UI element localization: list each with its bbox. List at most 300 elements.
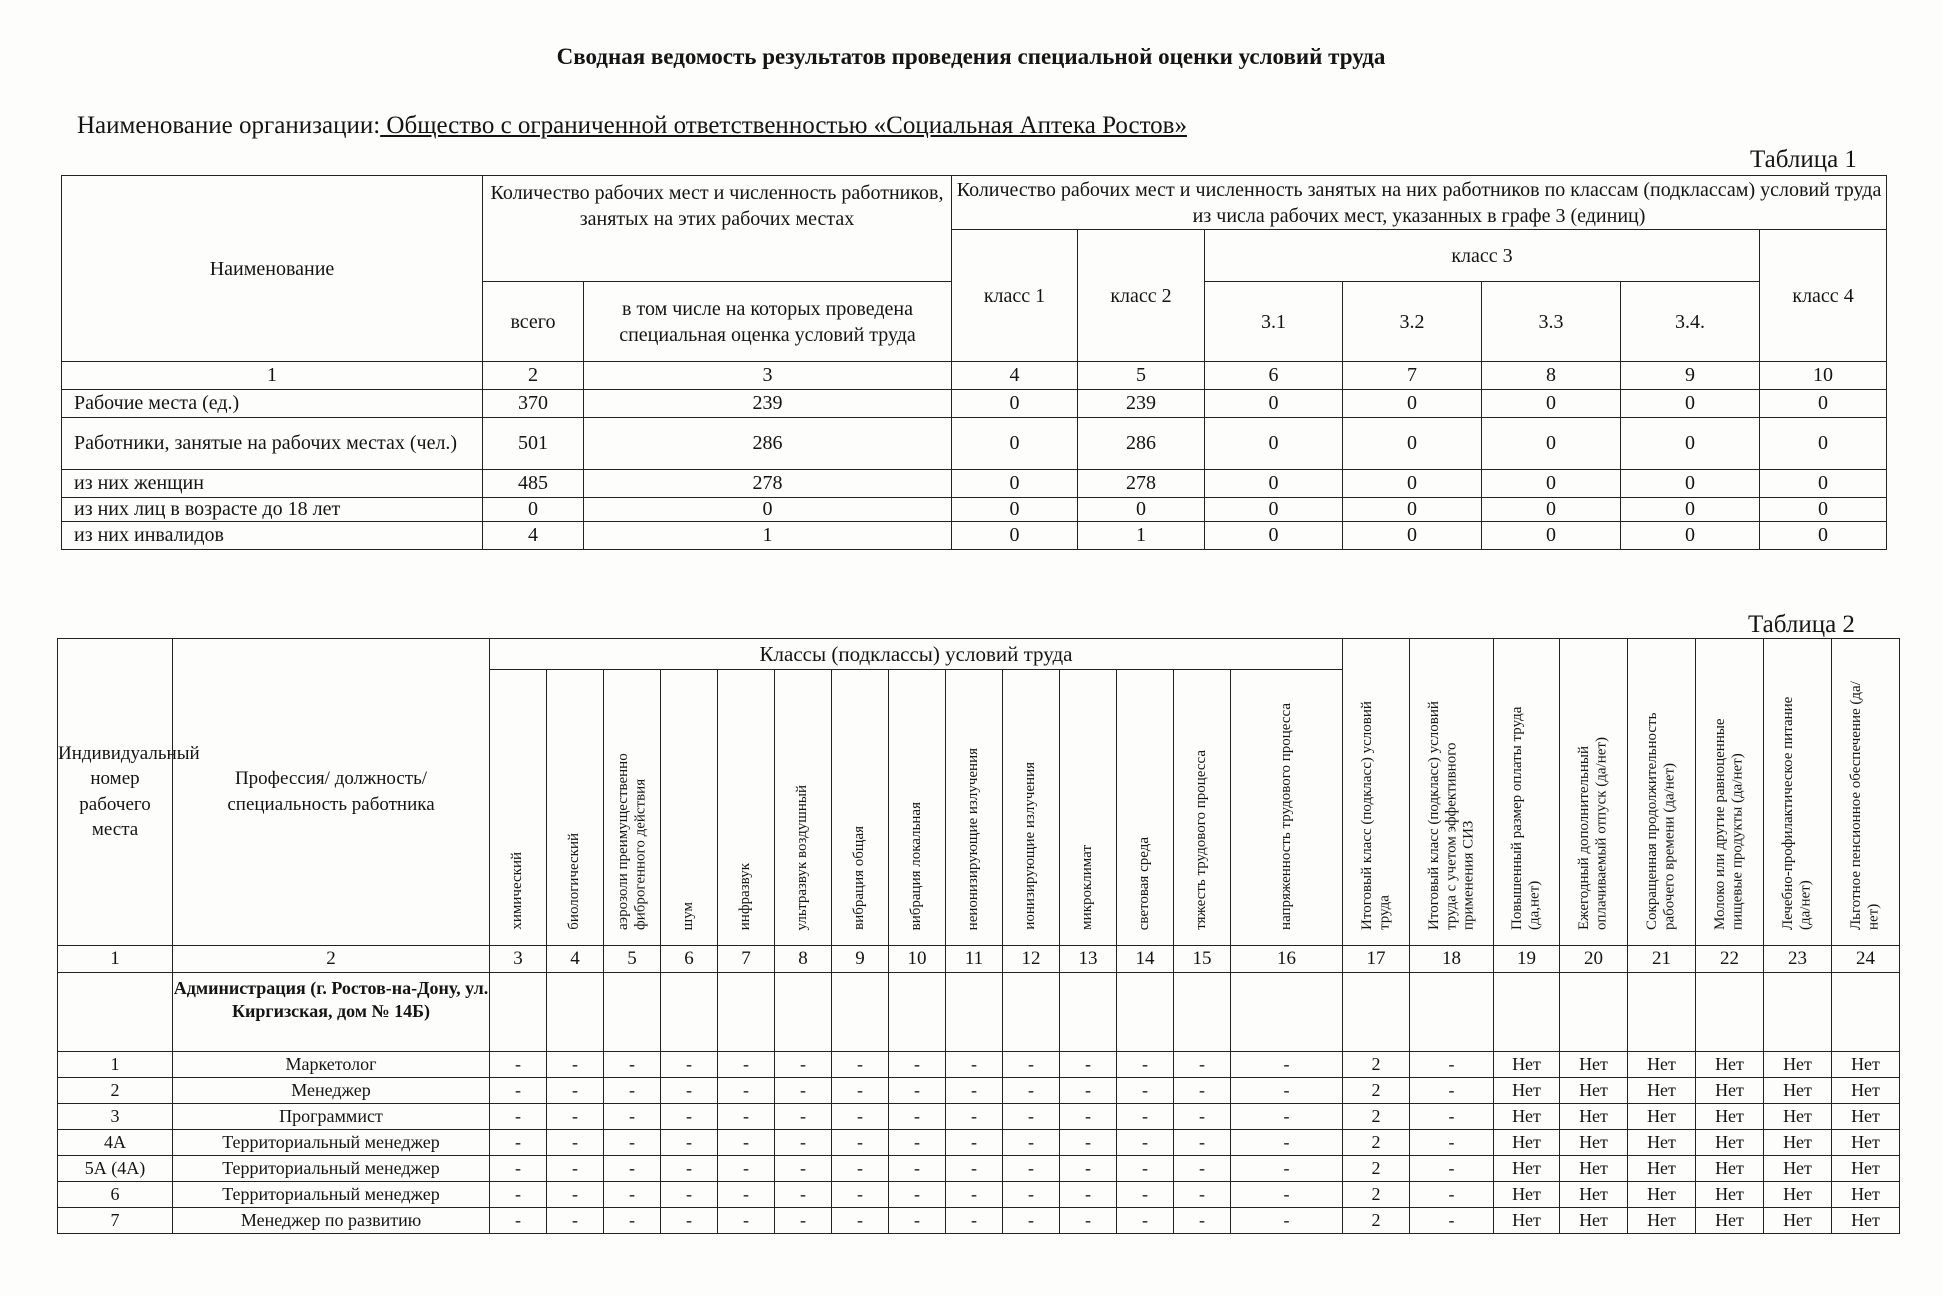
extra-cell: Нет — [1696, 1103, 1764, 1129]
extra-cell: Нет — [1494, 1181, 1560, 1207]
factor-class-cell: - — [946, 1207, 1003, 1233]
header-factor-text: тяжесть трудового процесса — [1193, 750, 1210, 930]
table1-cell: 0 — [1482, 522, 1621, 550]
final-class-siz-cell: - — [1410, 1051, 1494, 1077]
extra-cell: Нет — [1832, 1129, 1900, 1155]
factor-class-cell: - — [1231, 1207, 1343, 1233]
table2-row — [58, 1207, 1900, 1233]
table1-cell: 0 — [1205, 498, 1343, 522]
table1-cell: 0 — [1760, 498, 1887, 522]
factor-class-cell: - — [547, 1051, 604, 1077]
factor-class-cell: - — [490, 1103, 547, 1129]
workplace-id: 4А — [58, 1129, 173, 1155]
table1-cell: 0 — [952, 418, 1078, 470]
document-title: Сводная ведомость результатов проведения специальной оценки условий труда — [556, 44, 1386, 69]
header-class4: класс 4 — [1760, 230, 1887, 362]
table1-cell: 0 — [952, 390, 1078, 418]
factor-class-cell: - — [946, 1155, 1003, 1181]
table1-cell: 0 — [1760, 390, 1887, 418]
col-number: 13 — [1060, 945, 1117, 972]
table1-cell: 0 — [1343, 498, 1482, 522]
col-number: 11 — [946, 945, 1003, 972]
factor-class-cell: - — [832, 1103, 889, 1129]
factor-class-cell: - — [604, 1051, 661, 1077]
table1-column-numbers — [62, 362, 1887, 390]
workplace-id: 1 — [58, 1051, 173, 1077]
profession: Программист — [173, 1103, 490, 1129]
factor-class-cell: - — [1060, 1181, 1117, 1207]
header-factor — [718, 670, 775, 946]
header-factor-text: ультразвук воздушный — [794, 784, 811, 930]
header-extra-text: Льготное пенсионное обеспечение (да/нет) — [1848, 681, 1882, 930]
header-factor-text: световая среда — [1136, 836, 1153, 930]
factor-class-cell: - — [1231, 1051, 1343, 1077]
col-number: 21 — [1628, 945, 1696, 972]
col-number: 12 — [1003, 945, 1060, 972]
final-class-cell: 2 — [1343, 1181, 1410, 1207]
header-class2: класс 2 — [1078, 230, 1205, 362]
factor-class-cell: - — [1060, 1077, 1117, 1103]
row-name: из них инвалидов — [62, 522, 483, 550]
factor-class-cell: - — [661, 1129, 718, 1155]
col-number: 19 — [1494, 945, 1560, 972]
extra-cell: Нет — [1764, 1181, 1832, 1207]
workplace-id: 7 — [58, 1207, 173, 1233]
factor-class-cell: - — [1060, 1051, 1117, 1077]
profession: Маркетолог — [173, 1051, 490, 1077]
table2-row — [58, 1181, 1900, 1207]
factor-class-cell: - — [547, 1103, 604, 1129]
header-factor — [1174, 670, 1231, 946]
extra-cell: Нет — [1628, 1207, 1696, 1233]
factor-class-cell: - — [604, 1207, 661, 1233]
factor-class-cell: - — [661, 1051, 718, 1077]
header-3-4: 3.4. — [1621, 282, 1760, 362]
factor-class-cell: - — [775, 1129, 832, 1155]
header-factor — [547, 670, 604, 946]
extra-cell: Нет — [1764, 1051, 1832, 1077]
empty-cell — [832, 972, 889, 1051]
factor-class-cell: - — [1003, 1077, 1060, 1103]
table1-cell: 0 — [1205, 390, 1343, 418]
col-number: 3 — [490, 945, 547, 972]
factor-class-cell: - — [1174, 1103, 1231, 1129]
col-number: 2 — [483, 362, 584, 390]
extra-cell: Нет — [1628, 1103, 1696, 1129]
header-extra — [1628, 639, 1696, 946]
extra-cell: Нет — [1764, 1207, 1832, 1233]
extra-cell: Нет — [1832, 1103, 1900, 1129]
department-row — [58, 972, 1900, 1051]
table1-cell: 0 — [952, 498, 1078, 522]
col-number: 4 — [547, 945, 604, 972]
col-number: 9 — [832, 945, 889, 972]
factor-class-cell: - — [1117, 1077, 1174, 1103]
factor-class-cell: - — [1003, 1155, 1060, 1181]
header-factor-text: аэрозоли преимущественно фиброгенного действия — [614, 753, 648, 930]
factor-class-cell: - — [490, 1077, 547, 1103]
factor-class-cell: - — [490, 1155, 547, 1181]
empty-cell — [1060, 972, 1117, 1051]
extra-cell: Нет — [1560, 1181, 1628, 1207]
extra-cell: Нет — [1560, 1077, 1628, 1103]
header-extra-text: Повышенный размер оплаты труда (да,нет) — [1509, 706, 1543, 930]
col-number: 1 — [62, 362, 483, 390]
table1-cell: 0 — [1343, 390, 1482, 418]
final-class-siz-cell: - — [1410, 1103, 1494, 1129]
factor-class-cell: - — [661, 1207, 718, 1233]
table1-cell: 485 — [483, 470, 584, 498]
empty-cell — [1628, 972, 1696, 1051]
header-factor — [775, 670, 832, 946]
table2-row — [58, 1077, 1900, 1103]
factor-class-cell: - — [775, 1181, 832, 1207]
extra-cell: Нет — [1628, 1181, 1696, 1207]
table1-cell: 286 — [584, 418, 952, 470]
header-factor — [1060, 670, 1117, 946]
extra-cell: Нет — [1494, 1051, 1560, 1077]
col-number: 10 — [889, 945, 946, 972]
header-factor-text: ионизирующие излучения — [1022, 762, 1039, 930]
table1-cell: 0 — [1482, 390, 1621, 418]
empty-cell — [1117, 972, 1174, 1051]
empty-cell — [1174, 972, 1231, 1051]
table2-column-numbers — [58, 945, 1900, 972]
final-class-cell: 2 — [1343, 1077, 1410, 1103]
table1-cell: 0 — [584, 498, 952, 522]
factor-class-cell: - — [889, 1103, 946, 1129]
header-factor-text: биологический — [566, 833, 583, 930]
factor-class-cell: - — [718, 1077, 775, 1103]
header-extra-text: Молоко или другие равноценные пищевые продукты (да/нет) — [1712, 718, 1746, 930]
factor-class-cell: - — [604, 1155, 661, 1181]
final-class-siz-cell: - — [1410, 1155, 1494, 1181]
header-factor — [1003, 670, 1060, 946]
table1-cell: 0 — [483, 498, 584, 522]
organization-value: Общество с ограниченной ответственностью «Социальная Аптека Ростов» — [380, 112, 1187, 139]
table1-cell: 0 — [1205, 418, 1343, 470]
factor-class-cell: - — [1003, 1129, 1060, 1155]
factor-class-cell: - — [604, 1103, 661, 1129]
extra-cell: Нет — [1628, 1129, 1696, 1155]
factor-class-cell: - — [1003, 1051, 1060, 1077]
header-final-class-siz-text: Итоговый класс (подкласс) условий труда с учетом эффективного применения СИЗ — [1425, 701, 1477, 930]
profession: Менеджер по развитию — [173, 1207, 490, 1233]
table1-cell: 0 — [1621, 418, 1760, 470]
factor-class-cell: - — [490, 1181, 547, 1207]
factor-class-cell: - — [718, 1155, 775, 1181]
header-classes-group: Количество рабочих мест и численность занятых на них работников по классам (подклассам) условий труда из числа рабочих мест, указанных в графе 3 (единиц) — [952, 176, 1887, 230]
row-name: Рабочие места (ед.) — [62, 390, 483, 418]
department-name: Администрация (г. Ростов-на-Дону, ул. Киргизская, дом № 14Б) — [173, 972, 490, 1051]
final-class-cell: 2 — [1343, 1103, 1410, 1129]
extra-cell: Нет — [1832, 1181, 1900, 1207]
col-number: 7 — [1343, 362, 1482, 390]
extra-cell: Нет — [1560, 1051, 1628, 1077]
table1-cell: 0 — [1760, 470, 1887, 498]
factor-class-cell: - — [1174, 1207, 1231, 1233]
extra-cell: Нет — [1494, 1103, 1560, 1129]
factor-class-cell: - — [946, 1129, 1003, 1155]
table1-cell: 0 — [1343, 418, 1482, 470]
header-final-class-siz — [1410, 639, 1494, 946]
header-profession: Профессия/ должность/ специальность работника — [173, 639, 490, 946]
col-number: 1 — [58, 945, 173, 972]
empty-cell — [1410, 972, 1494, 1051]
table1-cell: 1 — [1078, 522, 1205, 550]
factor-class-cell: - — [889, 1077, 946, 1103]
table1-cell: 0 — [1760, 418, 1887, 470]
table1 — [61, 175, 1887, 550]
header-factor-text: химический — [509, 852, 526, 930]
final-class-cell: 2 — [1343, 1129, 1410, 1155]
table1-cell: 278 — [584, 470, 952, 498]
extra-cell: Нет — [1696, 1077, 1764, 1103]
header-factor — [832, 670, 889, 946]
factor-class-cell: - — [1231, 1129, 1343, 1155]
factor-class-cell: - — [946, 1051, 1003, 1077]
empty-cell — [1003, 972, 1060, 1051]
workplace-id: 2 — [58, 1077, 173, 1103]
extra-cell: Нет — [1560, 1129, 1628, 1155]
col-number: 8 — [775, 945, 832, 972]
factor-class-cell: - — [1174, 1129, 1231, 1155]
table1-cell: 0 — [1621, 522, 1760, 550]
col-number: 10 — [1760, 362, 1887, 390]
factor-class-cell: - — [661, 1181, 718, 1207]
header-factor-text: вибрация общая — [851, 826, 868, 930]
table1-cell: 0 — [952, 522, 1078, 550]
header-extra-text: Сокращенная продолжительность рабочего времени (да/нет) — [1644, 712, 1678, 930]
extra-cell: Нет — [1494, 1207, 1560, 1233]
empty-cell — [1231, 972, 1343, 1051]
workplace-id: 3 — [58, 1103, 173, 1129]
factor-class-cell: - — [832, 1207, 889, 1233]
table1-cell: 0 — [1621, 498, 1760, 522]
factor-class-cell: - — [1117, 1051, 1174, 1077]
col-number: 9 — [1621, 362, 1760, 390]
factor-class-cell: - — [889, 1051, 946, 1077]
header-3-3: 3.3 — [1482, 282, 1621, 362]
factor-class-cell: - — [1117, 1155, 1174, 1181]
final-class-cell: 2 — [1343, 1207, 1410, 1233]
table1-row — [62, 390, 1887, 418]
table1-cell: 0 — [1205, 470, 1343, 498]
header-extra — [1764, 639, 1832, 946]
final-class-siz-cell: - — [1410, 1129, 1494, 1155]
factor-class-cell: - — [661, 1155, 718, 1181]
extra-cell: Нет — [1764, 1103, 1832, 1129]
empty-cell — [946, 972, 1003, 1051]
table1-cell: 0 — [1621, 390, 1760, 418]
factor-class-cell: - — [1231, 1103, 1343, 1129]
factor-class-cell: - — [1117, 1181, 1174, 1207]
header-assessed: в том числе на которых проведена специальная оценка условий труда — [584, 282, 952, 362]
col-number: 6 — [661, 945, 718, 972]
factor-class-cell: - — [775, 1155, 832, 1181]
final-class-cell: 2 — [1343, 1051, 1410, 1077]
extra-cell: Нет — [1696, 1129, 1764, 1155]
row-name: Работники, занятые на рабочих местах (чел.) — [62, 418, 483, 470]
factor-class-cell: - — [718, 1103, 775, 1129]
table2-row — [58, 1103, 1900, 1129]
table2-row — [58, 1129, 1900, 1155]
extra-cell: Нет — [1764, 1155, 1832, 1181]
extra-cell: Нет — [1628, 1051, 1696, 1077]
header-factor — [1117, 670, 1174, 946]
extra-cell: Нет — [1628, 1155, 1696, 1181]
empty-cell — [604, 972, 661, 1051]
empty-cell — [1764, 972, 1832, 1051]
col-number: 18 — [1410, 945, 1494, 972]
header-factor-text: шум — [680, 901, 697, 930]
factor-class-cell: - — [1060, 1207, 1117, 1233]
table1-row — [62, 418, 1887, 470]
empty-cell — [1343, 972, 1410, 1051]
empty-cell — [1494, 972, 1560, 1051]
col-number: 24 — [1832, 945, 1900, 972]
col-number: 16 — [1231, 945, 1343, 972]
header-classes-group: Классы (подклассы) условий труда — [490, 639, 1343, 670]
factor-class-cell: - — [1060, 1129, 1117, 1155]
factor-class-cell: - — [832, 1181, 889, 1207]
header-class3: класс 3 — [1205, 230, 1760, 282]
extra-cell: Нет — [1764, 1077, 1832, 1103]
header-3-2: 3.2 — [1343, 282, 1482, 362]
table1-row — [62, 522, 1887, 550]
final-class-siz-cell: - — [1410, 1207, 1494, 1233]
table2-row — [58, 1155, 1900, 1181]
factor-class-cell: - — [889, 1181, 946, 1207]
factor-class-cell: - — [547, 1129, 604, 1155]
factor-class-cell: - — [1174, 1051, 1231, 1077]
final-class-siz-cell: - — [1410, 1077, 1494, 1103]
header-total: всего — [483, 282, 584, 362]
header-factor — [1231, 670, 1343, 946]
factor-class-cell: - — [718, 1051, 775, 1077]
factor-class-cell: - — [490, 1207, 547, 1233]
table2-label: Таблица 2 — [1748, 611, 1855, 638]
table1-cell: 0 — [1343, 470, 1482, 498]
factor-class-cell: - — [946, 1103, 1003, 1129]
header-factor — [490, 670, 547, 946]
header-factor-text: инфразвук — [737, 862, 754, 930]
factor-class-cell: - — [490, 1051, 547, 1077]
col-number: 2 — [173, 945, 490, 972]
col-number: 4 — [952, 362, 1078, 390]
col-number: 20 — [1560, 945, 1628, 972]
header-name: Наименование — [62, 176, 483, 362]
table1-cell: 0 — [952, 470, 1078, 498]
header-class1: класс 1 — [952, 230, 1078, 362]
empty-cell — [718, 972, 775, 1051]
table1-cell: 4 — [483, 522, 584, 550]
col-number: 15 — [1174, 945, 1231, 972]
col-number: 7 — [718, 945, 775, 972]
extra-cell: Нет — [1494, 1129, 1560, 1155]
factor-class-cell: - — [1231, 1181, 1343, 1207]
table1-cell: 0 — [1482, 498, 1621, 522]
col-number: 22 — [1696, 945, 1764, 972]
extra-cell: Нет — [1832, 1155, 1900, 1181]
profession: Территориальный менеджер — [173, 1181, 490, 1207]
empty-cell — [490, 972, 547, 1051]
header-factor — [661, 670, 718, 946]
table1-label: Таблица 1 — [1750, 146, 1857, 173]
extra-cell: Нет — [1560, 1103, 1628, 1129]
factor-class-cell: - — [1174, 1077, 1231, 1103]
extra-cell: Нет — [1560, 1155, 1628, 1181]
final-class-siz-cell: - — [1410, 1181, 1494, 1207]
extra-cell: Нет — [1494, 1077, 1560, 1103]
empty-cell — [775, 972, 832, 1051]
col-number: 3 — [584, 362, 952, 390]
header-factor-text: микроклимат — [1079, 845, 1096, 930]
extra-cell: Нет — [1696, 1155, 1764, 1181]
table2-row — [58, 1051, 1900, 1077]
extra-cell: Нет — [1832, 1207, 1900, 1233]
factor-class-cell: - — [832, 1077, 889, 1103]
factor-class-cell: - — [889, 1155, 946, 1181]
header-3-1: 3.1 — [1205, 282, 1343, 362]
factor-class-cell: - — [661, 1103, 718, 1129]
profession: Менеджер — [173, 1077, 490, 1103]
table1-cell: 0 — [1482, 470, 1621, 498]
empty-cell — [1560, 972, 1628, 1051]
table1-cell: 370 — [483, 390, 584, 418]
factor-class-cell: - — [1003, 1103, 1060, 1129]
factor-class-cell: - — [547, 1207, 604, 1233]
col-number: 5 — [1078, 362, 1205, 390]
header-workplaces-group: Количество рабочих мест и численность работников, занятых на этих рабочих местах — [483, 176, 952, 282]
factor-class-cell: - — [661, 1077, 718, 1103]
header-factor-text: напряженность трудового процесса — [1277, 703, 1294, 930]
header-extra — [1494, 639, 1560, 946]
factor-class-cell: - — [889, 1129, 946, 1155]
organization-label: Наименование организации: — [77, 112, 381, 139]
extra-cell: Нет — [1560, 1207, 1628, 1233]
factor-class-cell: - — [1231, 1077, 1343, 1103]
table1-cell: 0 — [1760, 522, 1887, 550]
final-class-cell: 2 — [1343, 1155, 1410, 1181]
extra-cell: Нет — [1696, 1181, 1764, 1207]
table1-row — [62, 470, 1887, 498]
table2 — [57, 638, 1900, 1234]
header-extra-text: Лечебно-профилактическое питание (да/нет) — [1780, 696, 1814, 930]
factor-class-cell: - — [1003, 1207, 1060, 1233]
factor-class-cell: - — [1117, 1129, 1174, 1155]
header-extra-text: Ежегодный дополнительный оплачиваемый отпуск (да/нет) — [1576, 737, 1610, 930]
profession: Территориальный менеджер — [173, 1129, 490, 1155]
extra-cell: Нет — [1832, 1051, 1900, 1077]
header-final-class-text: Итоговый класс (подкласс) условий труда — [1358, 701, 1392, 930]
factor-class-cell: - — [490, 1129, 547, 1155]
factor-class-cell: - — [1174, 1181, 1231, 1207]
factor-class-cell: - — [832, 1051, 889, 1077]
table1-cell: 0 — [1205, 522, 1343, 550]
header-factor — [889, 670, 946, 946]
col-number: 5 — [604, 945, 661, 972]
factor-class-cell: - — [946, 1181, 1003, 1207]
factor-class-cell: - — [1117, 1207, 1174, 1233]
factor-class-cell: - — [946, 1077, 1003, 1103]
factor-class-cell: - — [1117, 1103, 1174, 1129]
header-factor-text: вибрация локальная — [908, 801, 925, 930]
table1-cell: 0 — [1482, 418, 1621, 470]
factor-class-cell: - — [832, 1129, 889, 1155]
extra-cell: Нет — [1494, 1155, 1560, 1181]
factor-class-cell: - — [718, 1207, 775, 1233]
